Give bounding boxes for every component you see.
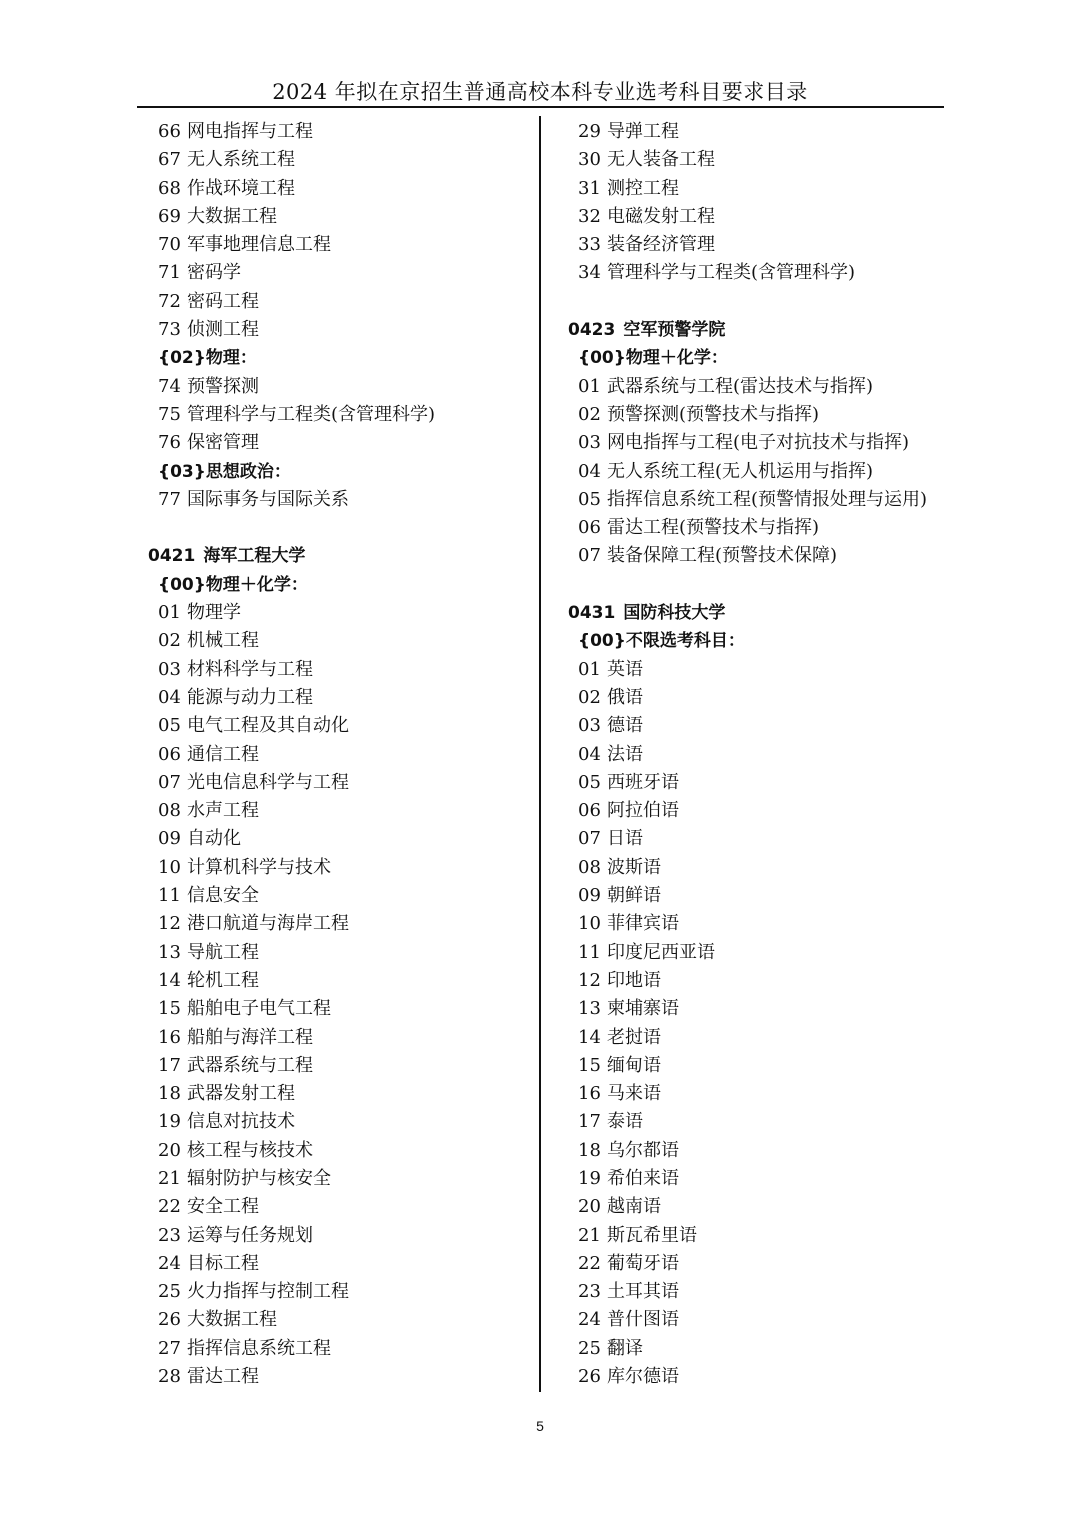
major-number: 17	[578, 1111, 601, 1133]
page-number: 5	[536, 1418, 544, 1434]
major-item	[568, 429, 968, 457]
major-item	[568, 1108, 968, 1136]
major-name: 日语	[607, 828, 643, 850]
major-item	[148, 1080, 528, 1108]
major-name: 轮机工程	[187, 969, 259, 991]
major-name: 电磁发射工程	[607, 205, 715, 227]
major-item	[568, 1024, 968, 1052]
major-item	[568, 712, 968, 740]
major-number: 27	[158, 1337, 181, 1359]
subject-requirement: {03}思想政治：	[158, 461, 291, 482]
major-number: 70	[158, 234, 181, 256]
major-number: 10	[158, 856, 181, 878]
major-number: 07	[158, 771, 181, 793]
major-item	[568, 259, 968, 287]
major-name: 越南语	[607, 1196, 661, 1218]
major-name: 目标工程	[187, 1252, 259, 1274]
major-name: 军事地理信息工程	[187, 234, 331, 256]
major-name: 无人装备工程	[607, 149, 715, 171]
major-number: 01	[158, 602, 181, 624]
school-heading	[568, 316, 968, 344]
major-name: 指挥信息系统工程	[187, 1337, 331, 1359]
major-item	[568, 175, 968, 203]
major-item	[148, 175, 528, 203]
spacer	[568, 288, 968, 316]
major-number: 08	[158, 800, 181, 822]
major-number: 30	[578, 149, 601, 171]
major-item	[568, 769, 968, 797]
major-number: 33	[578, 234, 601, 256]
major-name: 计算机科学与技术	[187, 856, 331, 878]
major-number: 05	[578, 771, 601, 793]
school-code: 0421	[148, 546, 196, 567]
major-name: 电气工程及其自动化	[187, 715, 349, 737]
major-name: 菲律宾语	[607, 913, 679, 935]
major-item	[568, 882, 968, 910]
major-item	[568, 967, 968, 995]
major-item	[568, 1080, 968, 1108]
major-number: 15	[578, 1054, 601, 1076]
school-heading	[148, 542, 528, 570]
major-name: 运筹与任务规划	[187, 1224, 313, 1246]
major-name: 船舶与海洋工程	[187, 1026, 313, 1048]
major-name: 网电指挥与工程(电子对抗技术与指挥)	[607, 432, 910, 454]
major-name: 阿拉伯语	[607, 800, 679, 822]
major-item	[148, 1335, 528, 1363]
major-number: 16	[578, 1083, 601, 1105]
major-name: 能源与动力工程	[187, 686, 313, 708]
major-item	[148, 1024, 528, 1052]
major-item	[148, 1108, 528, 1136]
major-name: 水声工程	[187, 800, 259, 822]
major-item	[568, 146, 968, 174]
major-number: 25	[578, 1337, 601, 1359]
major-name: 无人系统工程	[187, 149, 295, 171]
major-name: 英语	[607, 658, 643, 680]
major-name: 乌尔都语	[607, 1139, 679, 1161]
major-number: 13	[578, 998, 601, 1020]
major-name: 材料科学与工程	[187, 658, 313, 680]
major-number: 03	[158, 658, 181, 680]
major-name: 朝鲜语	[607, 885, 661, 907]
major-name: 信息对抗技术	[187, 1111, 295, 1133]
major-number: 67	[158, 149, 181, 171]
major-item	[148, 316, 528, 344]
right-column	[568, 118, 968, 1391]
major-number: 20	[578, 1196, 601, 1218]
major-item	[568, 1335, 968, 1363]
major-item	[148, 203, 528, 231]
major-item	[148, 684, 528, 712]
major-item	[148, 118, 528, 146]
page-title: 2024 年拟在京招生普通高校本科专业选考科目要求目录	[272, 80, 808, 104]
major-name: 管理科学与工程类(含管理科学)	[607, 262, 856, 284]
major-item	[568, 1250, 968, 1278]
major-item	[148, 1363, 528, 1391]
major-number: 09	[578, 885, 601, 907]
major-item	[148, 939, 528, 967]
major-name: 希伯来语	[607, 1167, 679, 1189]
major-name: 武器发射工程	[187, 1083, 295, 1105]
major-item	[568, 741, 968, 769]
major-item	[148, 854, 528, 882]
major-item	[568, 656, 968, 684]
major-item	[568, 825, 968, 853]
major-item	[568, 373, 968, 401]
major-number: 04	[578, 460, 601, 482]
major-item	[568, 995, 968, 1023]
major-item	[568, 910, 968, 938]
major-name: 密码工程	[187, 290, 259, 312]
major-name: 核工程与核技术	[187, 1139, 313, 1161]
major-number: 02	[578, 686, 601, 708]
major-item	[148, 1165, 528, 1193]
major-item	[148, 995, 528, 1023]
school-name: 空军预警学院	[623, 320, 726, 341]
major-item	[148, 373, 528, 401]
major-number: 72	[158, 290, 181, 312]
major-name: 装备保障工程(预警技术保障)	[607, 545, 838, 567]
major-name: 法语	[607, 743, 643, 765]
major-number: 10	[578, 913, 601, 935]
major-name: 马来语	[607, 1083, 661, 1105]
major-item	[148, 769, 528, 797]
major-name: 缅甸语	[607, 1054, 661, 1076]
major-item	[568, 1137, 968, 1165]
major-item	[568, 1165, 968, 1193]
major-number: 12	[578, 969, 601, 991]
major-number: 73	[158, 319, 181, 341]
major-number: 75	[158, 403, 181, 425]
subject-requirement: {00}不限选考科目：	[578, 631, 745, 652]
major-number: 31	[578, 177, 601, 199]
major-name: 泰语	[607, 1111, 643, 1133]
major-number: 25	[158, 1281, 181, 1303]
major-item	[568, 854, 968, 882]
major-item	[568, 486, 968, 514]
major-number: 32	[578, 205, 601, 227]
school-name: 海军工程大学	[203, 546, 306, 567]
major-number: 04	[578, 743, 601, 765]
major-number: 06	[158, 743, 181, 765]
major-name: 通信工程	[187, 743, 259, 765]
major-name: 老挝语	[607, 1026, 661, 1048]
major-item	[148, 797, 528, 825]
spacer	[568, 571, 968, 599]
major-number: 03	[578, 432, 601, 454]
major-name: 雷达工程(预警技术与指挥)	[607, 517, 820, 539]
major-number: 66	[158, 121, 181, 142]
major-name: 火力指挥与控制工程	[187, 1281, 349, 1303]
major-number: 21	[158, 1167, 181, 1189]
major-name: 德语	[607, 715, 643, 737]
subject-requirement: {02}物理：	[158, 348, 257, 369]
major-name: 普什图语	[607, 1309, 679, 1331]
major-item	[148, 1052, 528, 1080]
major-name: 大数据工程	[187, 1309, 277, 1331]
major-name: 测控工程	[607, 177, 679, 199]
major-name: 无人系统工程(无人机运用与指挥)	[607, 460, 874, 482]
major-number: 05	[158, 715, 181, 737]
major-item	[568, 514, 968, 542]
major-item	[148, 231, 528, 259]
major-number: 28	[158, 1366, 181, 1388]
major-item	[568, 231, 968, 259]
major-item	[568, 401, 968, 429]
major-number: 14	[578, 1026, 601, 1048]
major-item	[568, 1193, 968, 1221]
major-number: 26	[158, 1309, 181, 1331]
major-name: 安全工程	[187, 1196, 259, 1218]
school-name: 国防科技大学	[623, 603, 726, 624]
major-item	[148, 967, 528, 995]
major-name: 库尔德语	[607, 1366, 679, 1388]
major-name: 侦测工程	[187, 319, 259, 341]
major-name: 斯瓦希里语	[607, 1224, 697, 1246]
major-number: 06	[578, 800, 601, 822]
major-number: 02	[578, 403, 601, 425]
major-number: 01	[578, 658, 601, 680]
major-number: 03	[578, 715, 601, 737]
major-item	[568, 797, 968, 825]
major-name: 港口航道与海岸工程	[187, 913, 349, 935]
column-divider	[539, 116, 541, 1392]
major-name: 装备经济管理	[607, 234, 715, 256]
major-number: 12	[158, 913, 181, 935]
major-item	[148, 259, 528, 287]
major-item	[568, 1052, 968, 1080]
major-item	[148, 1137, 528, 1165]
major-number: 15	[158, 998, 181, 1020]
major-number: 07	[578, 545, 601, 567]
subject-requirement: {00}物理＋化学：	[158, 574, 308, 595]
major-number: 19	[158, 1111, 181, 1133]
major-number: 23	[158, 1224, 181, 1246]
major-number: 08	[578, 856, 601, 878]
major-number: 21	[578, 1224, 601, 1246]
major-name: 预警探测	[187, 375, 259, 397]
school-heading	[568, 599, 968, 627]
spacer	[148, 514, 528, 542]
major-name: 西班牙语	[607, 771, 679, 793]
major-number: 07	[578, 828, 601, 850]
major-item	[568, 118, 968, 146]
major-item	[148, 146, 528, 174]
major-name: 土耳其语	[607, 1281, 679, 1303]
major-name: 葡萄牙语	[607, 1252, 679, 1274]
major-number: 24	[578, 1309, 601, 1331]
major-number: 14	[158, 969, 181, 991]
major-number: 09	[158, 828, 181, 850]
major-number: 02	[158, 630, 181, 652]
major-item	[148, 627, 528, 655]
major-name: 船舶电子电气工程	[187, 998, 331, 1020]
major-name: 机械工程	[187, 630, 259, 652]
major-name: 国际事务与国际关系	[187, 488, 349, 510]
major-number: 76	[158, 432, 181, 454]
major-name: 波斯语	[607, 856, 661, 878]
major-item	[148, 1278, 528, 1306]
major-item	[148, 712, 528, 740]
major-number: 19	[578, 1167, 601, 1189]
major-item	[148, 429, 528, 457]
major-name: 导航工程	[187, 941, 259, 963]
major-number: 20	[158, 1139, 181, 1161]
major-item	[568, 939, 968, 967]
major-name: 预警探测(预警技术与指挥)	[607, 403, 820, 425]
major-item	[568, 203, 968, 231]
major-name: 辐射防护与核安全	[187, 1167, 331, 1189]
major-item	[148, 288, 528, 316]
major-number: 11	[578, 941, 601, 963]
major-number: 18	[158, 1083, 181, 1105]
subject-requirement: {00}物理＋化学：	[578, 348, 728, 369]
major-item	[568, 1278, 968, 1306]
major-name: 作战环境工程	[187, 177, 295, 199]
major-number: 05	[578, 488, 601, 510]
major-name: 光电信息科学与工程	[187, 771, 349, 793]
school-code: 0431	[568, 603, 616, 624]
major-item	[148, 1250, 528, 1278]
major-item	[148, 1193, 528, 1221]
major-number: 01	[578, 375, 601, 397]
major-number: 17	[158, 1054, 181, 1076]
major-number: 71	[158, 262, 181, 284]
major-number: 24	[158, 1252, 181, 1274]
major-item	[148, 910, 528, 938]
major-name: 密码学	[187, 262, 241, 284]
major-number: 74	[158, 375, 181, 397]
major-number: 34	[578, 262, 601, 284]
major-name: 俄语	[607, 686, 643, 708]
major-item	[148, 1306, 528, 1334]
major-item	[148, 825, 528, 853]
major-number: 11	[158, 885, 181, 907]
header-divider	[137, 106, 944, 108]
major-name: 物理学	[187, 602, 241, 624]
major-number: 18	[578, 1139, 601, 1161]
major-item	[148, 599, 528, 627]
major-number: 16	[158, 1026, 181, 1048]
major-item	[568, 1363, 968, 1391]
major-number: 29	[578, 121, 601, 142]
major-item	[148, 882, 528, 910]
major-name: 信息安全	[187, 885, 259, 907]
major-name: 管理科学与工程类(含管理科学)	[187, 403, 436, 425]
major-number: 26	[578, 1366, 601, 1388]
left-column	[148, 118, 528, 1391]
major-name: 武器系统与工程(雷达技术与指挥)	[607, 375, 874, 397]
major-number: 23	[578, 1281, 601, 1303]
major-item	[568, 542, 968, 570]
major-name: 武器系统与工程	[187, 1054, 313, 1076]
major-name: 自动化	[187, 828, 241, 850]
major-name: 翻译	[607, 1337, 643, 1359]
major-name: 印地语	[607, 969, 661, 991]
major-item	[568, 1222, 968, 1250]
major-name: 指挥信息系统工程(预警情报处理与运用)	[607, 488, 928, 510]
major-item	[568, 684, 968, 712]
major-item	[568, 1306, 968, 1334]
major-number: 69	[158, 205, 181, 227]
major-number: 04	[158, 686, 181, 708]
school-code: 0423	[568, 320, 616, 341]
major-number: 22	[578, 1252, 601, 1274]
major-item	[148, 1222, 528, 1250]
major-number: 22	[158, 1196, 181, 1218]
major-name: 雷达工程	[187, 1366, 259, 1388]
major-name: 导弹工程	[607, 121, 679, 142]
major-item	[148, 486, 528, 514]
major-item	[148, 401, 528, 429]
major-item	[148, 741, 528, 769]
major-number: 68	[158, 177, 181, 199]
major-item	[568, 458, 968, 486]
major-name: 印度尼西亚语	[607, 941, 715, 963]
major-name: 柬埔寨语	[607, 998, 679, 1020]
major-name: 保密管理	[187, 432, 259, 454]
major-number: 77	[158, 488, 181, 510]
major-number: 06	[578, 517, 601, 539]
major-name: 网电指挥与工程	[187, 121, 313, 142]
major-name: 大数据工程	[187, 205, 277, 227]
major-item	[148, 656, 528, 684]
major-number: 13	[158, 941, 181, 963]
